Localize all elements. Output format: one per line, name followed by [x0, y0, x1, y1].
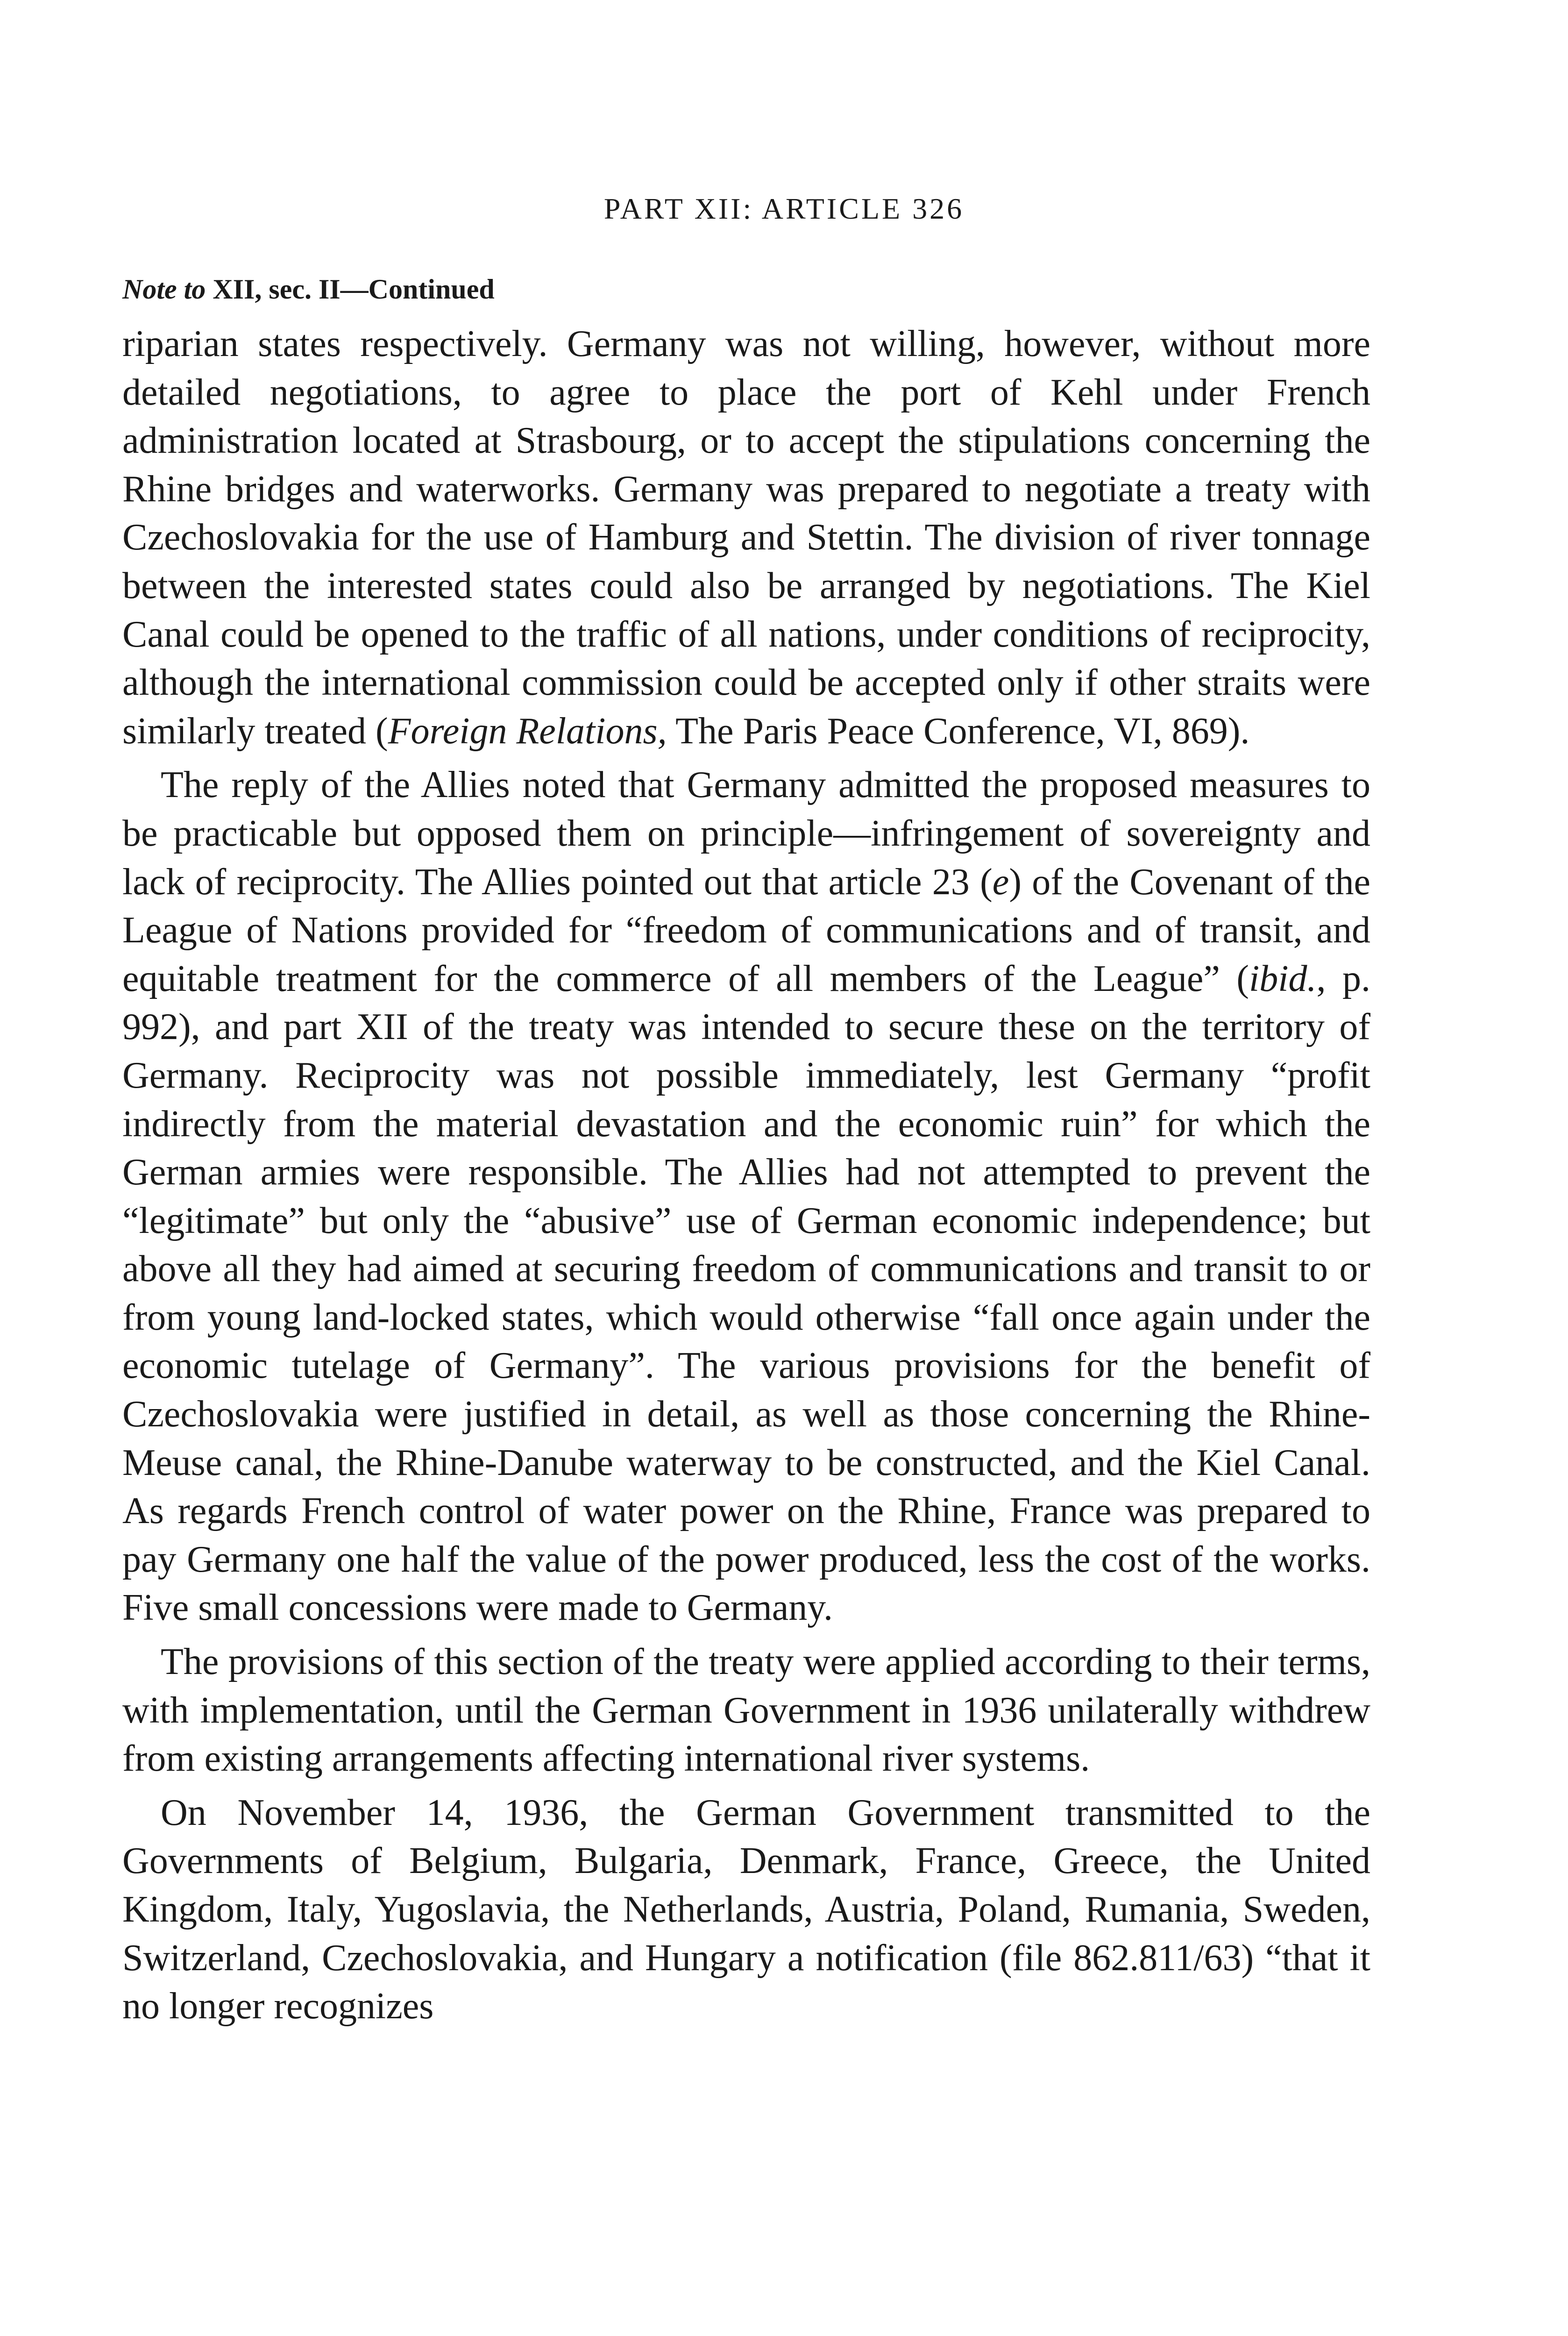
paragraph-2-text-c: , p. 992), and part XII of the treaty was intended to secure these on the territory of Germany. Reciprocity was not possible immediately, lest Germany “profit indirectly from the material devastation and the economic ruin” for which the German armies were responsible. The Allies had not attempted to prevent the “legitimate” but only the “abusive” use of German economic independence; but above all they had aimed at securing freedom of communications and transit to or from young land-locked states, which would otherwise “fall once again under the economic tutelage of Germany”. The various provisions for the benefit of Czechoslovakia were justified in detail, as well as those concerning the Rhine-Meuse canal, the Rhine-Danube waterway to be constructed, and the Kiel Canal. As regards French control of water power on the Rhine, France was prepared to pay Germany one half the value of the power produced, less the cost of the works. Five small concessions were made to Germany. — [122, 958, 1370, 1629]
paragraph-2-ibid: ibid. — [1249, 958, 1317, 999]
paragraph-2 — [122, 761, 1370, 1632]
paragraph-2-text-b: ) of the Covenant of the League of Nations provided for “freedom of communications and of transit, and equitable treatment for the commerce of all members of the League” ( — [122, 861, 1370, 999]
paragraph-4: On November 14, 1936, the German Government transmitted to the Governments of Belgium, Bulgaria, Denmark, France, Greece, the United Kingdom, Italy, Yugoslavia, the Netherlands, Austria, Poland, Rumania, Sweden, Switzerland, Czechoslovakia, and Hungary a notification (file 862.811/63) “that it no longer recognizes — [122, 1792, 1370, 2027]
paragraph-2-clause-letter: e — [992, 861, 1009, 903]
section-note-label — [122, 273, 495, 306]
paragraph-1 — [122, 320, 1370, 755]
note-prefix: Note to — [122, 274, 206, 305]
body-text — [122, 320, 1370, 2037]
paragraph-1-text-a: riparian states respectively. Germany was not willing, however, without more detailed negotiations, to agree to place the port of Kehl under French administration located at Strasbourg, or to accept the stipulations concerning the Rhine bridges and waterworks. Germany was prepared to negotiate a treaty with Czechoslovakia for the use of Hamburg and Stettin. The division of river tonnage between the interested states could also be arranged by negotiations. The Kiel Canal could be opened to the traffic of all nations, under conditions of reciprocity, although the international commission could be accepted only if other straits were similarly treated ( — [122, 323, 1370, 752]
note-section-ref: XII, sec. II—Continued — [213, 274, 495, 305]
paragraph-1-citation-title: Foreign Relations, — [388, 710, 667, 752]
paragraph-3: The provisions of this section of the treaty were applied according to their terms, with implementation, until the German Government in 1936 unilaterally withdrew from existing arrangements affecting international river systems. — [122, 1641, 1370, 1780]
paragraph-1-text-b: The Paris Peace Conference, VI, 869). — [667, 710, 1250, 752]
paragraph-2-text-a: The reply of the Allies noted that Germany admitted the proposed measures to be practicable but opposed them on principle—infringement of sovereignty and lack of reciprocity. The Allies pointed out that article 23 ( — [122, 764, 1370, 903]
running-head: PART XII: ARTICLE 326 — [603, 192, 965, 225]
